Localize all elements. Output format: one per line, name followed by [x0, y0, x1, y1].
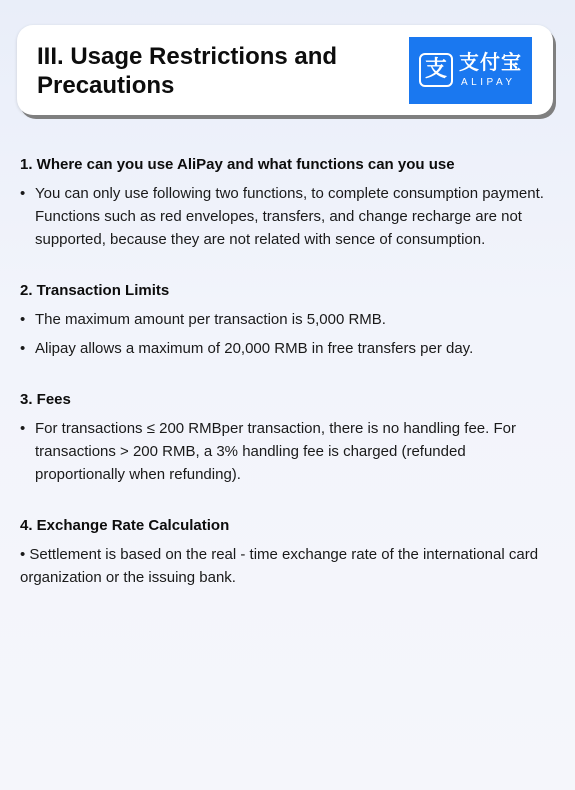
bullet-item: • The maximum amount per transaction is 5,000 RMB.	[20, 308, 550, 331]
page-title: III. Usage Restrictions and Precautions	[37, 43, 338, 99]
bullet-item: • You can only use following two functions, to complete consumption payment. Functions such as red envelopes, transfers, and change recharge are not supported, because they are not related with sence of consumption.	[20, 182, 550, 251]
section-exchange-rate	[20, 515, 550, 589]
section-title: 1. Where can you use AliPay and what functions can you use	[20, 156, 455, 173]
section-title: 4. Exchange Rate Calculation	[20, 517, 230, 534]
alipay-logo	[409, 37, 532, 104]
alipay-logo-icon: 支	[419, 53, 453, 87]
bullet-list	[20, 182, 550, 251]
alipay-logo-en-text: ALIPAY	[461, 77, 516, 88]
section-usage	[20, 154, 550, 251]
bullet-list	[20, 308, 550, 360]
header-card	[17, 25, 553, 115]
section-title: 2. Transaction Limits	[20, 282, 170, 299]
content	[20, 154, 550, 618]
bullet-item: • For transactions ≤ 200 RMBper transaction, there is no handling fee. For transactions > 200 RMB, a 3% handling fee is charged (refunded proportionally when refunding).	[20, 417, 550, 486]
alipay-logo-cn-text: 支付宝	[459, 50, 522, 74]
bullet-list	[20, 417, 550, 486]
section-fees	[20, 389, 550, 486]
section-limits	[20, 280, 550, 360]
section-title: 3. Fees	[20, 391, 71, 408]
exchange-rate-text: • Settlement is based on the real - time exchange rate of the international card organization or the issuing bank.	[20, 546, 539, 586]
bullet-item: • Alipay allows a maximum of 20,000 RMB in free transfers per day.	[20, 337, 550, 360]
